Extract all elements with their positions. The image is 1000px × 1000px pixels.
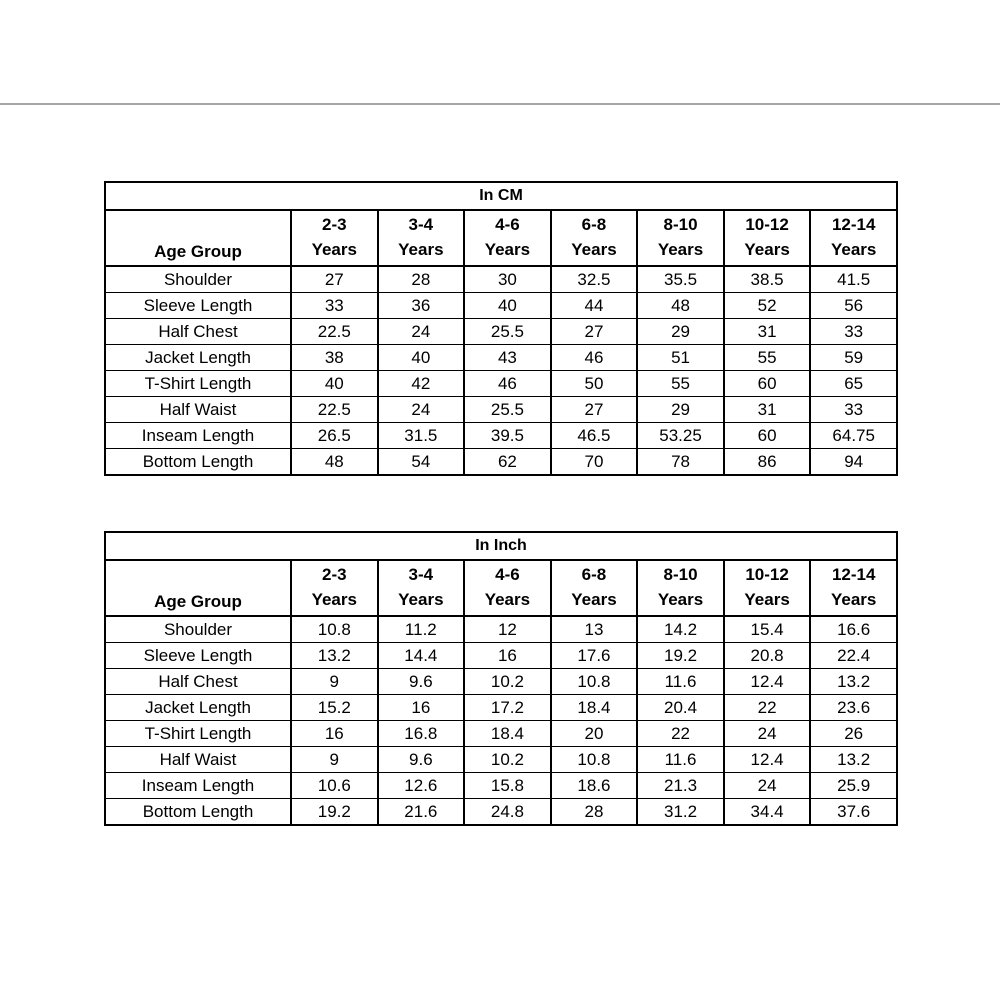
age-range: 2-3	[321, 215, 347, 234]
age-group-header: Age Group	[105, 560, 291, 616]
table-row	[105, 266, 897, 293]
measurement-value: 22	[724, 695, 811, 721]
age-column-header	[637, 560, 724, 616]
measurement-value: 40	[378, 345, 465, 371]
measurement-value: 14.2	[637, 616, 724, 643]
measurement-value: 40	[464, 293, 551, 319]
measurement-label: Jacket Length	[105, 695, 291, 721]
measurement-value: 12.6	[378, 773, 465, 799]
age-range: 6-8	[581, 215, 607, 234]
measurement-value: 21.3	[637, 773, 724, 799]
table-row	[105, 371, 897, 397]
table-row	[105, 695, 897, 721]
measurement-value: 44	[551, 293, 638, 319]
measurement-value: 42	[378, 371, 465, 397]
age-column-header	[291, 560, 378, 616]
measurement-label: Sleeve Length	[105, 293, 291, 319]
age-range: 2-3	[321, 565, 347, 584]
measurement-value: 32.5	[551, 266, 638, 293]
measurement-value: 24	[724, 773, 811, 799]
age-column-header	[637, 210, 724, 266]
table-title: In Inch	[105, 532, 897, 560]
measurement-value: 10.6	[291, 773, 378, 799]
measurement-value: 27	[551, 319, 638, 345]
table-row	[105, 293, 897, 319]
age-range: 6-8	[581, 565, 607, 584]
age-unit: Years	[744, 240, 790, 259]
measurement-value: 31	[724, 319, 811, 345]
measurement-value: 25.5	[464, 319, 551, 345]
age-range: 3-4	[408, 215, 434, 234]
table-row	[105, 643, 897, 669]
measurement-value: 22	[637, 721, 724, 747]
measurement-value: 25.5	[464, 397, 551, 423]
measurement-value: 16.6	[810, 616, 897, 643]
measurement-value: 15.4	[724, 616, 811, 643]
measurement-value: 37.6	[810, 799, 897, 826]
measurement-value: 65	[810, 371, 897, 397]
measurement-value: 10.2	[464, 747, 551, 773]
measurement-value: 60	[724, 371, 811, 397]
measurement-value: 9.6	[378, 747, 465, 773]
measurement-label: T-Shirt Length	[105, 371, 291, 397]
size-chart-inch	[104, 531, 898, 826]
measurement-value: 12	[464, 616, 551, 643]
age-range: 10-12	[745, 565, 789, 584]
table-row	[105, 319, 897, 345]
table-row	[105, 747, 897, 773]
measurement-value: 16	[464, 643, 551, 669]
age-unit: Years	[657, 590, 704, 609]
measurement-value: 14.4	[378, 643, 465, 669]
measurement-label: Half Chest	[105, 669, 291, 695]
age-unit: Years	[311, 240, 357, 259]
measurement-label: Half Chest	[105, 319, 291, 345]
measurement-value: 33	[291, 293, 378, 319]
measurement-value: 35.5	[637, 266, 724, 293]
measurement-value: 16	[378, 695, 465, 721]
age-column-header	[810, 210, 897, 266]
age-unit: Years	[398, 240, 444, 259]
measurement-value: 30	[464, 266, 551, 293]
measurement-value: 55	[637, 371, 724, 397]
measurement-label: Bottom Length	[105, 449, 291, 476]
measurement-label: Inseam Length	[105, 773, 291, 799]
measurement-value: 46.5	[551, 423, 638, 449]
age-range: 10-12	[745, 215, 789, 234]
age-unit: Years	[830, 590, 877, 609]
measurement-value: 10.8	[551, 747, 638, 773]
age-column-header	[378, 210, 465, 266]
age-range: 8-10	[663, 565, 698, 584]
measurement-value: 39.5	[464, 423, 551, 449]
measurement-value: 23.6	[810, 695, 897, 721]
measurement-value: 31.2	[637, 799, 724, 826]
age-range: 8-10	[663, 215, 698, 234]
measurement-value: 28	[551, 799, 638, 826]
measurement-label: Shoulder	[105, 266, 291, 293]
measurement-label: Half Waist	[105, 747, 291, 773]
measurement-value: 64.75	[810, 423, 897, 449]
measurement-value: 10.8	[291, 616, 378, 643]
measurement-value: 26.5	[291, 423, 378, 449]
measurement-value: 56	[810, 293, 897, 319]
measurement-value: 38	[291, 345, 378, 371]
table-row	[105, 799, 897, 826]
table-title: In CM	[105, 182, 897, 210]
measurement-value: 25.9	[810, 773, 897, 799]
measurement-value: 18.4	[464, 721, 551, 747]
measurement-value: 13	[551, 616, 638, 643]
measurement-value: 27	[291, 266, 378, 293]
measurement-value: 70	[551, 449, 638, 476]
measurement-value: 40	[291, 371, 378, 397]
measurement-value: 46	[551, 345, 638, 371]
age-range: 4-6	[495, 565, 520, 584]
measurement-value: 50	[551, 371, 638, 397]
age-column-header	[551, 210, 638, 266]
age-column-header	[551, 560, 638, 616]
measurement-value: 11.6	[637, 747, 724, 773]
measurement-value: 20.4	[637, 695, 724, 721]
measurement-value: 22.5	[291, 397, 378, 423]
measurement-value: 16	[291, 721, 378, 747]
table-row	[105, 721, 897, 747]
measurement-value: 27	[551, 397, 638, 423]
age-column-header	[291, 210, 378, 266]
measurement-value: 78	[637, 449, 724, 476]
measurement-value: 12.4	[724, 747, 811, 773]
measurement-label: Bottom Length	[105, 799, 291, 826]
table-row	[105, 616, 897, 643]
measurement-label: Shoulder	[105, 616, 291, 643]
age-column-header	[724, 210, 811, 266]
measurement-value: 19.2	[637, 643, 724, 669]
measurement-value: 43	[464, 345, 551, 371]
measurement-value: 11.6	[637, 669, 724, 695]
measurement-value: 19.2	[291, 799, 378, 826]
measurement-value: 52	[724, 293, 811, 319]
age-range: 12-14	[831, 215, 876, 234]
measurement-value: 17.6	[551, 643, 638, 669]
measurement-label: Inseam Length	[105, 423, 291, 449]
measurement-value: 16.8	[378, 721, 465, 747]
age-unit: Years	[311, 590, 357, 609]
age-column-header	[464, 210, 551, 266]
measurement-value: 13.2	[810, 747, 897, 773]
age-group-header: Age Group	[105, 210, 291, 266]
measurement-label: Sleeve Length	[105, 643, 291, 669]
measurement-value: 31.5	[378, 423, 465, 449]
measurement-value: 55	[724, 345, 811, 371]
measurement-value: 36	[378, 293, 465, 319]
measurement-value: 34.4	[724, 799, 811, 826]
measurement-value: 18.6	[551, 773, 638, 799]
measurement-value: 15.8	[464, 773, 551, 799]
measurement-value: 9	[291, 669, 378, 695]
measurement-value: 31	[724, 397, 811, 423]
top-divider-line	[0, 103, 1000, 105]
measurement-value: 29	[637, 319, 724, 345]
measurement-value: 94	[810, 449, 897, 476]
table-row	[105, 345, 897, 371]
measurement-value: 54	[378, 449, 465, 476]
measurement-value: 21.6	[378, 799, 465, 826]
measurement-value: 9	[291, 747, 378, 773]
age-range: 3-4	[408, 565, 434, 584]
age-column-header	[464, 560, 551, 616]
measurement-value: 86	[724, 449, 811, 476]
measurement-value: 13.2	[291, 643, 378, 669]
measurement-value: 15.2	[291, 695, 378, 721]
age-unit: Years	[571, 590, 617, 609]
measurement-value: 59	[810, 345, 897, 371]
age-range: 12-14	[831, 565, 876, 584]
measurement-label: Half Waist	[105, 397, 291, 423]
age-unit: Years	[830, 240, 877, 259]
size-chart-cm	[104, 181, 898, 476]
measurement-value: 11.2	[378, 616, 465, 643]
table-row	[105, 773, 897, 799]
age-range: 4-6	[495, 215, 520, 234]
age-column-header	[724, 560, 811, 616]
table-row	[105, 423, 897, 449]
measurement-label: Jacket Length	[105, 345, 291, 371]
measurement-value: 46	[464, 371, 551, 397]
measurement-value: 10.2	[464, 669, 551, 695]
measurement-value: 51	[637, 345, 724, 371]
age-unit: Years	[657, 240, 704, 259]
measurement-value: 26	[810, 721, 897, 747]
measurement-value: 20	[551, 721, 638, 747]
measurement-value: 12.4	[724, 669, 811, 695]
measurement-value: 10.8	[551, 669, 638, 695]
measurement-value: 38.5	[724, 266, 811, 293]
measurement-value: 24	[378, 319, 465, 345]
measurement-value: 17.2	[464, 695, 551, 721]
measurement-value: 41.5	[810, 266, 897, 293]
measurement-value: 18.4	[551, 695, 638, 721]
measurement-value: 33	[810, 397, 897, 423]
table-row	[105, 449, 897, 476]
age-unit: Years	[744, 590, 790, 609]
table-row	[105, 397, 897, 423]
measurement-label: T-Shirt Length	[105, 721, 291, 747]
measurement-value: 53.25	[637, 423, 724, 449]
age-unit: Years	[484, 240, 531, 259]
age-unit: Years	[484, 590, 531, 609]
measurement-value: 60	[724, 423, 811, 449]
table-row	[105, 669, 897, 695]
measurement-value: 22.4	[810, 643, 897, 669]
measurement-value: 13.2	[810, 669, 897, 695]
age-unit: Years	[398, 590, 444, 609]
measurement-value: 24	[724, 721, 811, 747]
measurement-value: 48	[637, 293, 724, 319]
measurement-value: 24.8	[464, 799, 551, 826]
measurement-value: 28	[378, 266, 465, 293]
measurement-value: 48	[291, 449, 378, 476]
age-unit: Years	[571, 240, 617, 259]
measurement-value: 62	[464, 449, 551, 476]
measurement-value: 29	[637, 397, 724, 423]
measurement-value: 24	[378, 397, 465, 423]
age-column-header	[378, 560, 465, 616]
age-column-header	[810, 560, 897, 616]
measurement-value: 20.8	[724, 643, 811, 669]
measurement-value: 33	[810, 319, 897, 345]
measurement-value: 9.6	[378, 669, 465, 695]
measurement-value: 22.5	[291, 319, 378, 345]
